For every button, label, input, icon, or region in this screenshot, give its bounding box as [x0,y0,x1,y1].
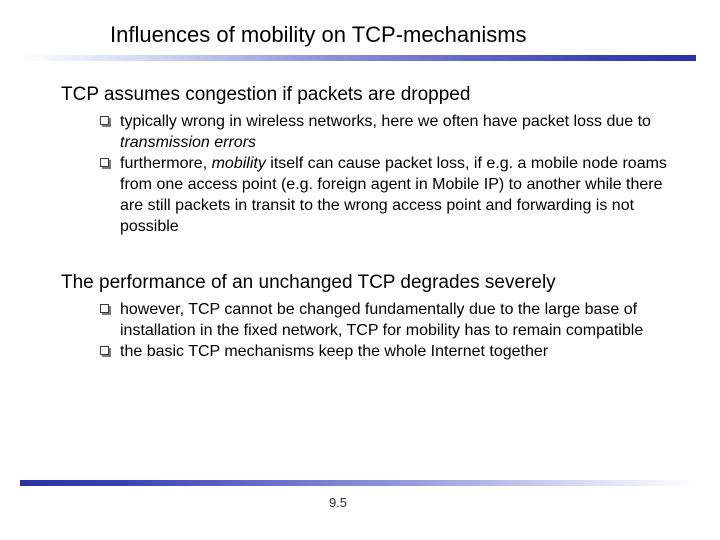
sub-list-1 [61,111,681,237]
square-bullet-icon [100,304,109,313]
sub-item [61,341,681,362]
text-emphasis: mobility [211,155,266,172]
square-bullet-icon [100,158,109,167]
sub-item [61,153,681,237]
text-part: typically wrong in wireless networks, here we often have packet loss due to [120,113,651,130]
sub-item-text [120,299,681,341]
sub-item [61,299,681,341]
square-bullet-icon [100,116,109,125]
page-number: 9.5 [328,495,348,510]
text-part: the basic TCP mechanisms keep the whole Internet together [120,343,549,360]
main-point-1: TCP assumes congestion if packets are dropped [61,84,471,105]
footer-bar [20,480,696,486]
sub-list-2 [61,299,681,362]
text-part: itself can cause packet loss, if e.g. a mobile node roams from one access point (e.g. foreign agent in Mobile IP) to another while there are still packets in transit to the wrong access point and forwarding is not possible [120,155,667,235]
square-bullet-icon [100,346,109,355]
sub-item-text [120,341,681,362]
title-underline-bar [20,55,696,61]
sub-item-text [120,153,681,237]
text-part: however, TCP cannot be changed fundamentally due to the large base of installation in the fixed network, TCP for mobility has to remain compatible [120,301,644,339]
slide-title: Influences of mobility on TCP-mechanisms [110,22,527,47]
text-part: furthermore, [120,155,212,172]
text-emphasis: transmission errors [120,134,257,151]
main-point-2: The performance of an unchanged TCP degrades severely [61,272,556,293]
sub-item-text [120,111,681,153]
sub-item [61,111,681,153]
slide-content [61,84,681,362]
